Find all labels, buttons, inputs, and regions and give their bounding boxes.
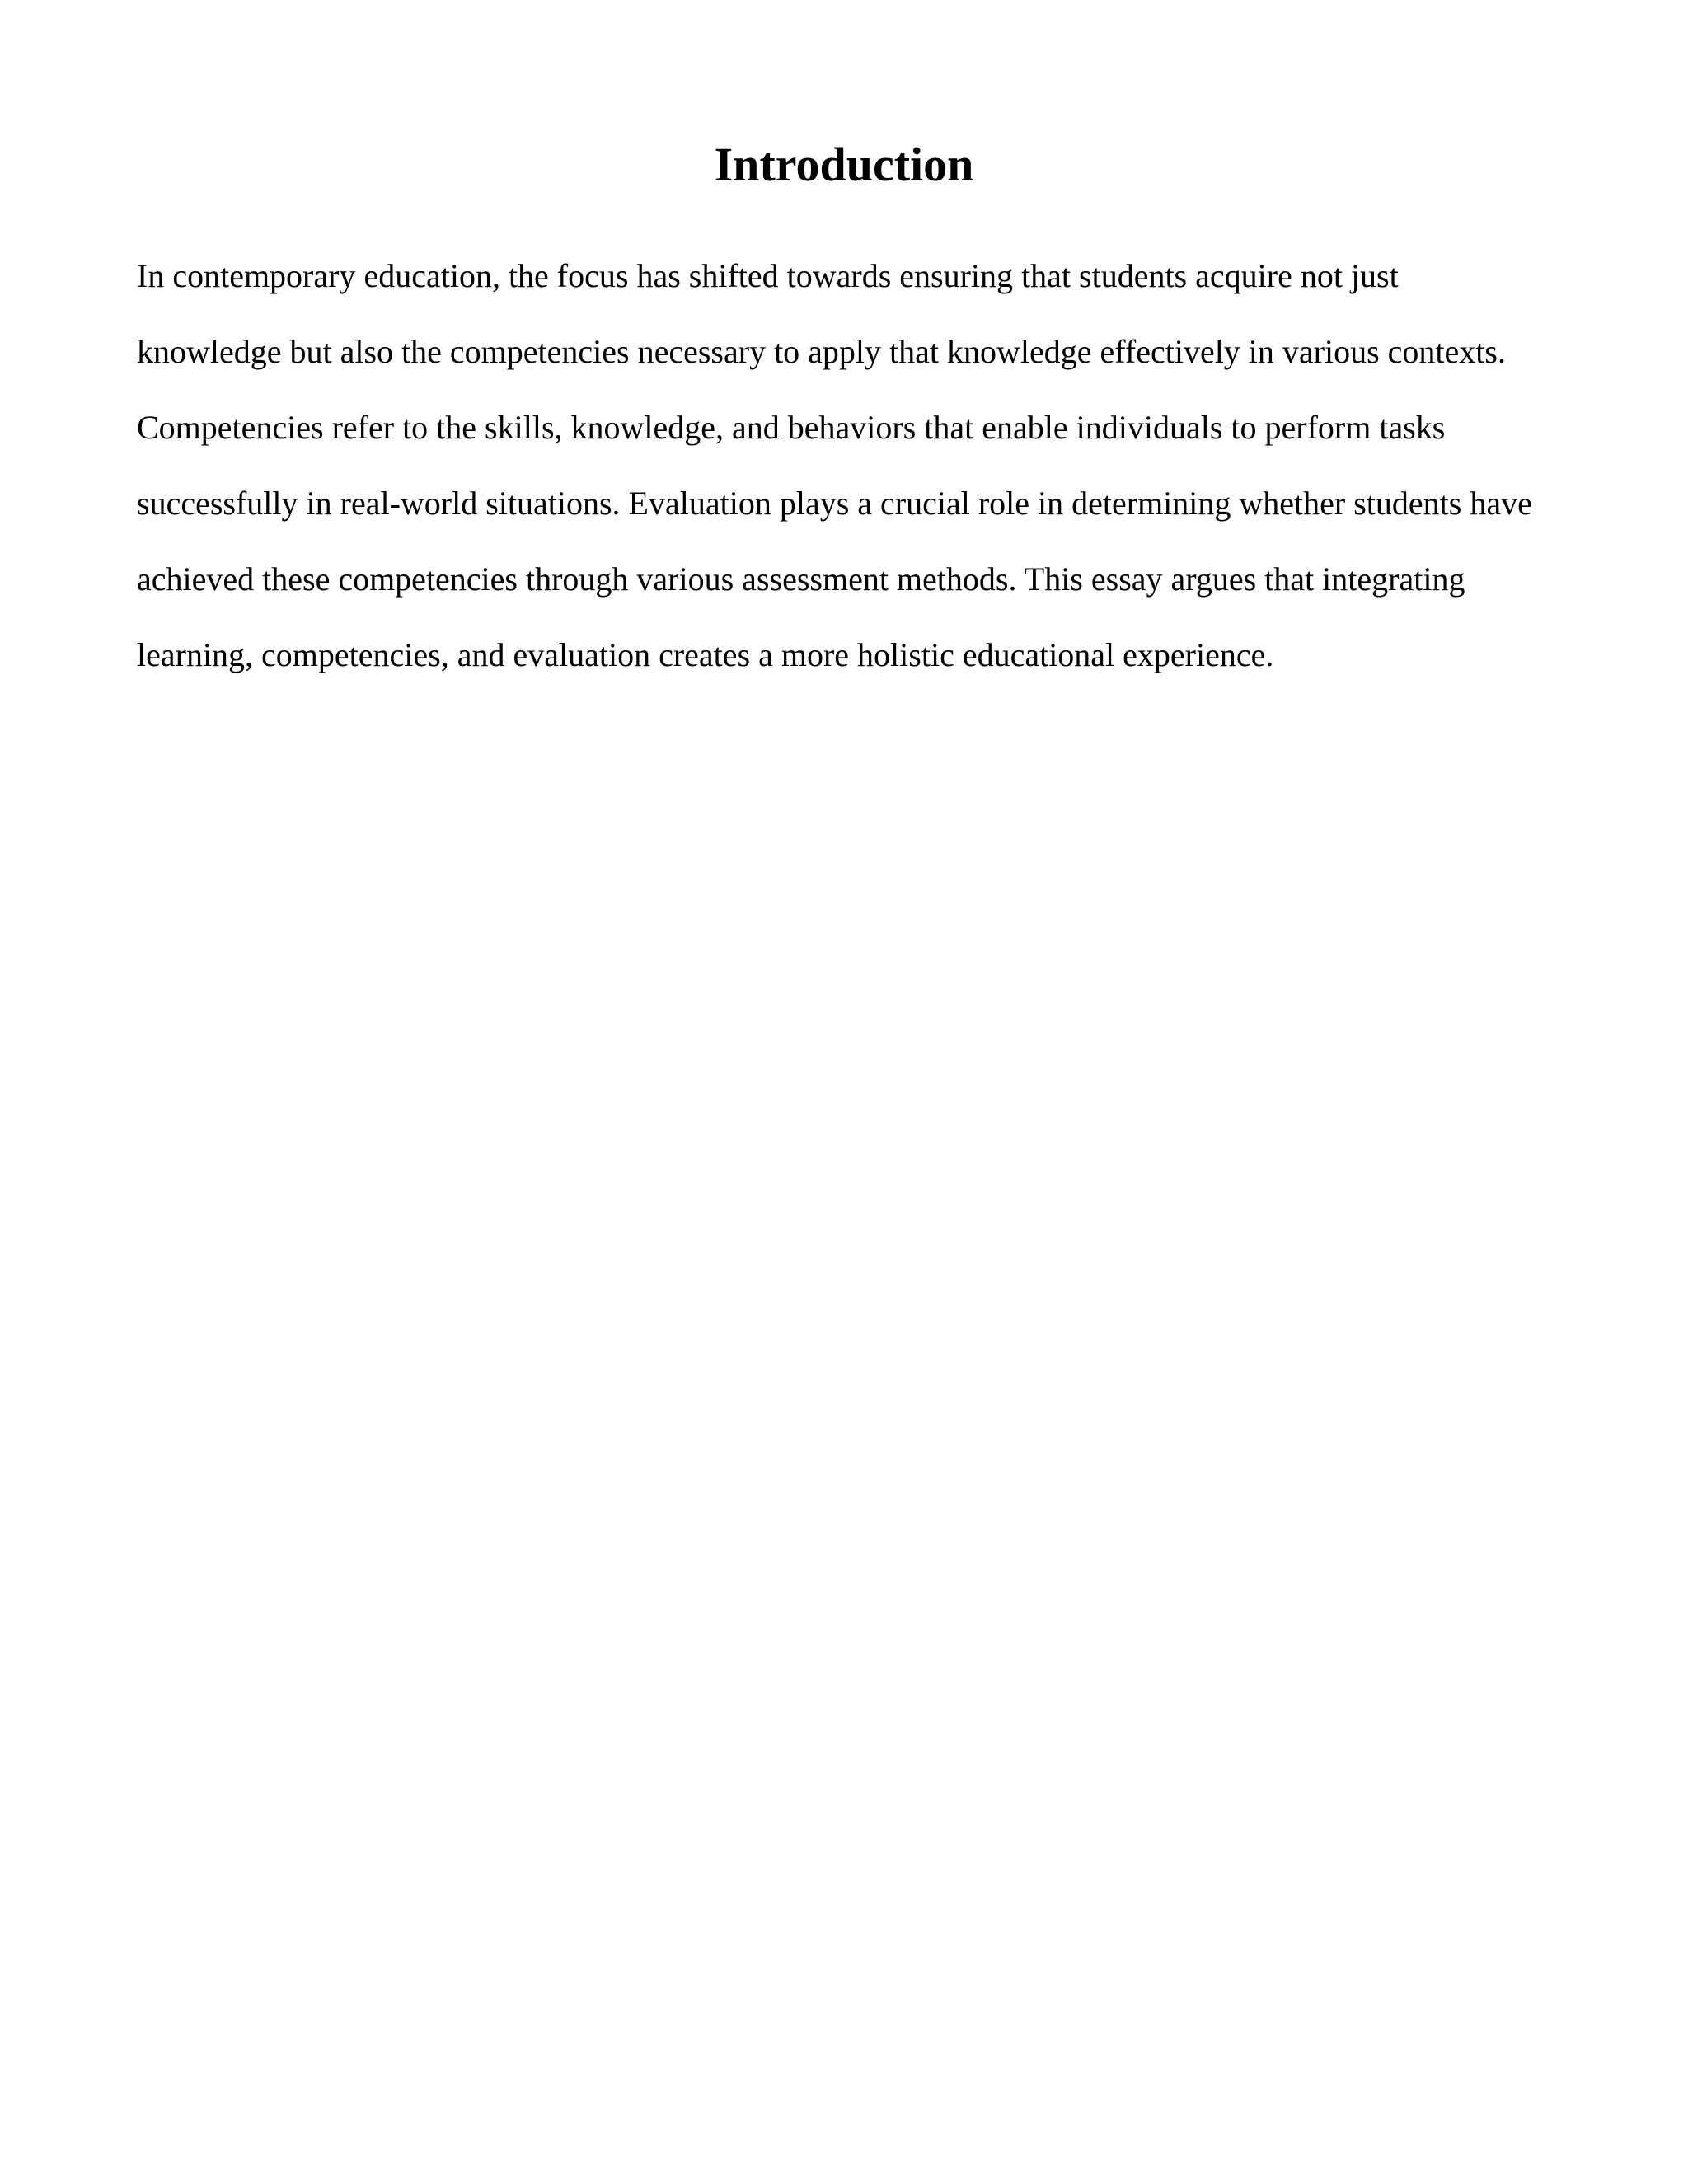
paragraph-line: successfully in real-world situations. Evaluation plays a crucial role in determining whether students have <box>137 485 1532 522</box>
paragraph-line: Competencies refer to the skills, knowledge, and behaviors that enable individuals to perform tasks <box>137 409 1446 446</box>
paragraph-line: In contemporary education, the focus has shifted towards ensuring that students acquire not just <box>137 257 1399 294</box>
intro-paragraph <box>137 238 1554 693</box>
paragraph-line: learning, competencies, and evaluation creates a more holistic educational experience. <box>137 636 1274 673</box>
page-title: Introduction <box>714 138 974 191</box>
paragraph-line: achieved these competencies through various assessment methods. This essay argues that integrating <box>137 560 1465 598</box>
paragraph-line: knowledge but also the competencies necessary to apply that knowledge effectively in various contexts. <box>137 333 1506 370</box>
